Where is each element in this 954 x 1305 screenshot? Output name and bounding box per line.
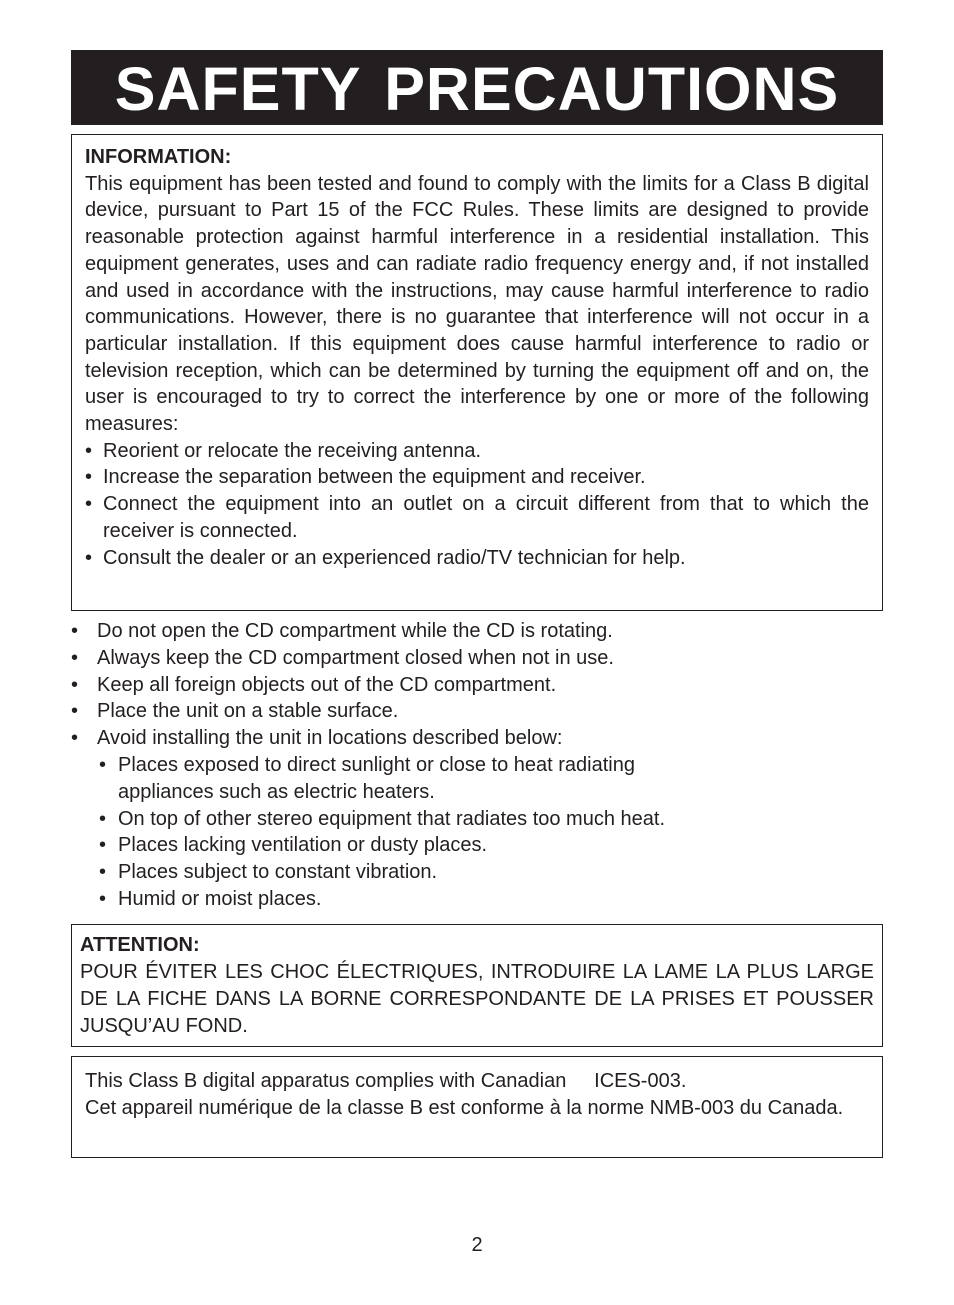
canada-english-text: This Class B digital apparatus complies with Canadian ICES-003.: [85, 1070, 687, 1092]
location-text: Places exposed to direct sunlight or close to heat radiating appliances such as electric heaters.: [118, 753, 635, 803]
bullet-text: Increase the separation between the equipment and receiver.: [103, 466, 646, 489]
bullet-icon: •: [99, 753, 107, 776]
location-text: Places lacking ventilation or dusty places.: [118, 834, 488, 857]
title-banner: [71, 50, 883, 125]
location-subitem: [71, 886, 811, 913]
location-subitem: [71, 806, 811, 833]
bullet-icon: •: [71, 646, 79, 669]
attention-box: [71, 924, 883, 1047]
page-number: 2: [471, 1234, 483, 1256]
precaution-text: Keep all foreign objects out of the CD compartment.: [97, 673, 557, 696]
information-bullet: [85, 438, 869, 465]
bullet-icon: •: [85, 493, 93, 516]
attention-heading: ATTENTION:: [80, 934, 200, 956]
bullet-icon: •: [71, 673, 79, 696]
precautions-list: [71, 618, 811, 913]
bullet-text: Reorient or relocate the receiving antenna.: [103, 439, 482, 462]
location-subitem: [71, 859, 811, 886]
bullet-icon: •: [99, 834, 107, 857]
precaution-item: [71, 672, 811, 699]
bullet-text: Connect the equipment into an outlet on a circuit different from that to which the receiver is connected.: [103, 493, 869, 542]
information-bullet: [85, 545, 869, 572]
location-subitem: [71, 752, 718, 806]
precaution-text: Place the unit on a stable surface.: [97, 700, 399, 723]
canada-compliance-box: [71, 1056, 883, 1158]
precaution-text: Avoid installing the unit in locations described below:: [97, 727, 563, 750]
location-text: Places subject to constant vibration.: [118, 861, 438, 884]
precaution-item: [71, 618, 811, 645]
bullet-icon: •: [71, 700, 79, 723]
precaution-text: Do not open the CD compartment while the CD is rotating.: [97, 620, 613, 642]
canada-french-text: Cet appareil numérique de la classe B est conforme à la norme NMB-003 du Canada.: [85, 1096, 844, 1119]
bullet-icon: •: [85, 546, 93, 569]
location-text: Humid or moist places.: [118, 887, 322, 910]
precaution-item: [71, 725, 811, 752]
bullet-icon: •: [85, 466, 93, 489]
bullet-icon: •: [71, 620, 79, 642]
location-subitem: [71, 832, 811, 859]
location-text: On top of other stereo equipment that radiates too much heat.: [118, 807, 666, 830]
bullet-icon: •: [71, 727, 79, 750]
bullet-icon: •: [99, 861, 107, 884]
bullet-icon: •: [99, 807, 107, 830]
information-text: This equipment has been tested and found to comply with the limits for a Class B digital device, pursuant to Part 15 of the FCC Rules. These limits are designed to provide reasonable protection against harmful interference in a residential installation. This equipment generates, uses and can radiate radio frequency energy and, if not installed and used in accordance with the instructions, may cause harmful interference to radio communications. However, there is no guarantee that interference will not occur in a particular installation. If this equipment does cause harmful interference to radio or television reception, which can be determined by turning the equipment off and on, the user is encouraged to try to correct the interference by one or more of the following measures:: [85, 172, 869, 436]
information-bullet: [85, 464, 869, 491]
information-box: [71, 134, 883, 611]
page-title: SAFETY PRECAUTIONS: [114, 55, 840, 123]
information-bullet: [85, 491, 869, 544]
information-heading: INFORMATION:: [85, 146, 232, 168]
attention-text: POUR ÉVITER LES CHOC ÉLECTRIQUES, INTRODUIRE LA LAME LA PLUS LARGE DE LA FICHE DANS LA BORNE CORRESPONDANTE DE LA PRISES ET POUSSER JUSQU’AU FOND.: [80, 960, 874, 1038]
bullet-icon: •: [99, 887, 107, 910]
precaution-text: Always keep the CD compartment closed when not in use.: [97, 646, 614, 669]
bullet-icon: •: [85, 439, 93, 462]
precaution-item: [71, 698, 811, 725]
bullet-text: Consult the dealer or an experienced radio/TV technician for help.: [103, 546, 686, 569]
precaution-item: [71, 645, 811, 672]
